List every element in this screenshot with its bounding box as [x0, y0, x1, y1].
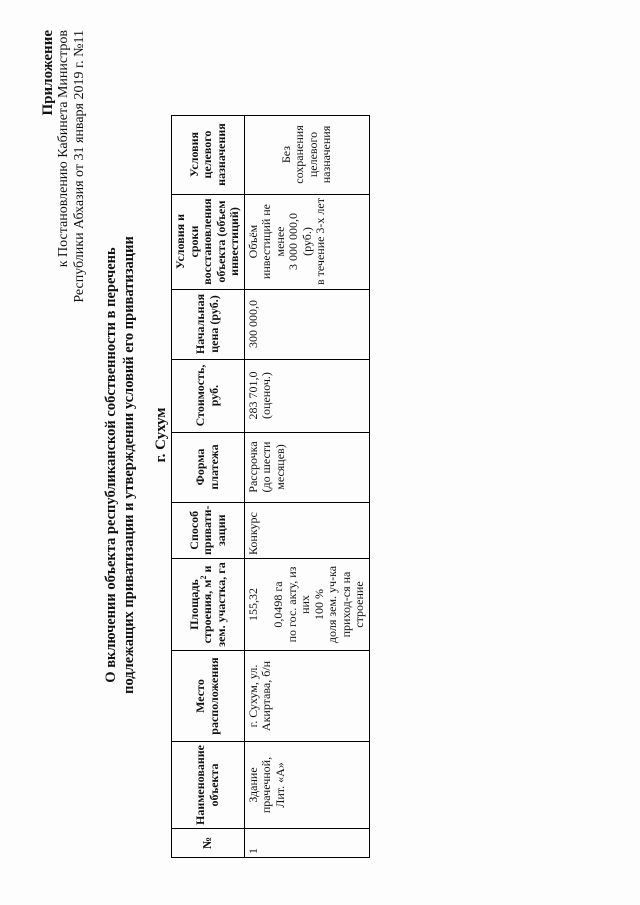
- city-heading: г. Сухум: [153, 407, 169, 463]
- header-payment: Форма платежа: [172, 432, 245, 502]
- cell-purpose: Без сохранения целевого назначения: [244, 115, 369, 194]
- title-line-2: подлежащих приватизации и утверждении условий его приватизации: [121, 236, 137, 694]
- header-area: [172, 559, 245, 651]
- cell-payment: Рассрочка (до шести месяцев): [244, 432, 369, 502]
- header-location: Место расположения: [172, 651, 245, 742]
- cell-cost: 283 701,0 (оценоч.): [244, 359, 369, 432]
- cell-num: 1: [244, 829, 369, 858]
- cell-price: 300 000,0: [244, 289, 369, 359]
- document-title: [102, 145, 138, 785]
- header-num: №: [172, 829, 245, 858]
- cell-name: Здание прачечной, Лит. «А»: [244, 742, 369, 829]
- table-row: [244, 115, 369, 857]
- appendix-heading: Приложение: [40, 30, 56, 116]
- header-purpose: Условия целевого назначения: [172, 115, 245, 194]
- title-line-1: О включении объекта республиканской собственности в перечень: [103, 247, 119, 683]
- header-method: Способ привати-зации: [172, 502, 245, 558]
- terms-4: в течение 3-х лет: [313, 198, 327, 286]
- area-building: 155,32: [245, 588, 260, 621]
- appendix-line-2: Республики Абхазия от 31 января 2019 г. №11: [72, 30, 87, 303]
- terms-3: (руб.): [299, 227, 314, 256]
- cell-method: Конкурс: [244, 502, 369, 558]
- header-area-sup: 2: [199, 575, 208, 580]
- table-header-row: [172, 115, 245, 857]
- header-price: Начальная цена (руб.): [172, 289, 245, 359]
- area-note-2: 100 %: [311, 589, 326, 620]
- header-area-b: и зем. участка, га: [200, 562, 228, 647]
- cell-location: г. Сухум, ул. Акиртава, б/н: [244, 651, 369, 742]
- appendix-line-1: к Постановлению Кабинета Министров: [56, 30, 71, 268]
- privatization-table: [171, 115, 370, 858]
- area-note-3: доля зем. уч-ка приход-ся на строение: [325, 565, 366, 644]
- cell-terms: [244, 194, 369, 289]
- header-terms: Условия и сроки восстановления объекта (объем инвестиций): [172, 194, 245, 289]
- cell-area: [244, 559, 369, 651]
- header-area-a: Площадь строения, м: [186, 579, 214, 644]
- appendix-block: [40, 30, 88, 303]
- header-name: Наименование объекта: [172, 742, 245, 829]
- area-land: 0,0498 га: [271, 581, 285, 628]
- header-cost: Стоимость, руб.: [172, 359, 245, 432]
- terms-1: Объём инвестиций не менее: [245, 203, 287, 280]
- terms-2: 3 000 000,0: [286, 213, 300, 271]
- area-note-1: по гос. акту, из них: [284, 566, 312, 643]
